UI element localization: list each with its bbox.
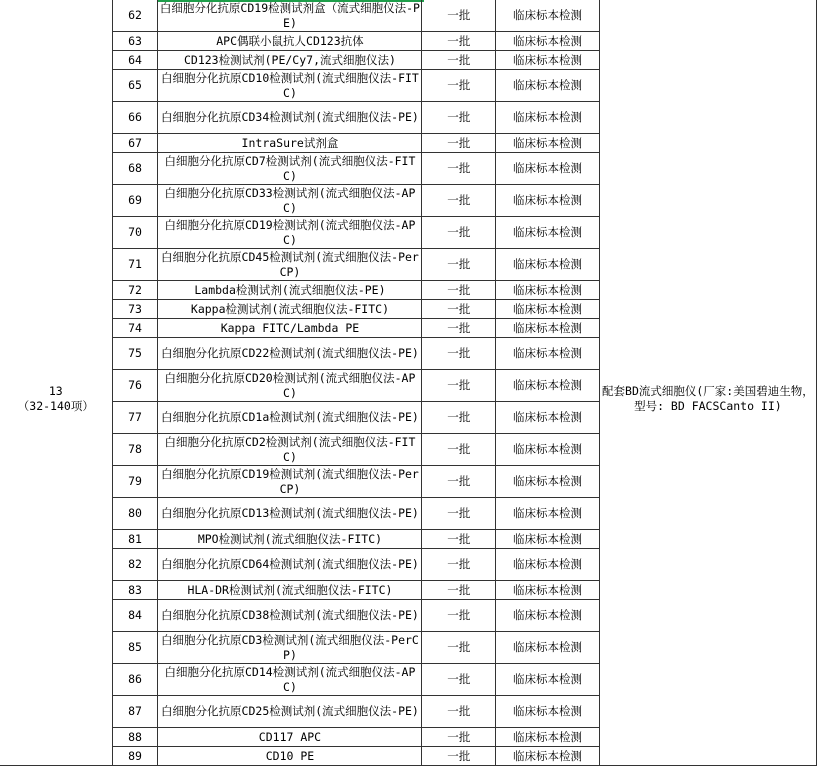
purpose-cell[interactable]: 临床标本检测 <box>496 664 600 696</box>
purpose-cell[interactable]: 临床标本检测 <box>496 70 600 102</box>
purpose-cell[interactable]: 临床标本检测 <box>496 581 600 600</box>
purpose-cell[interactable]: 临床标本检测 <box>496 696 600 728</box>
reagent-name-cell[interactable]: 白细胞分化抗原CD64检测试剂(流式细胞仪法-PE) <box>158 549 422 581</box>
row-number-cell[interactable]: 84 <box>112 600 158 632</box>
reagent-name-cell[interactable]: 白细胞分化抗原CD45检测试剂(流式细胞仪法-PerCP) <box>158 249 422 281</box>
quantity-cell[interactable]: 一批 <box>422 370 496 402</box>
reagent-name-cell[interactable]: 白细胞分化抗原CD19检测试剂(流式细胞仪法-APC) <box>158 217 422 249</box>
reagent-name-cell[interactable]: 白细胞分化抗原CD1a检测试剂(流式细胞仪法-PE) <box>158 402 422 434</box>
purpose-cell[interactable]: 临床标本检测 <box>496 217 600 249</box>
quantity-cell[interactable]: 一批 <box>422 0 496 32</box>
reagent-name-cell[interactable]: Lambda检测试剂(流式细胞仪法-PE) <box>158 281 422 300</box>
reagent-name-cell[interactable]: 白细胞分化抗原CD38检测试剂(流式细胞仪法-PE) <box>158 600 422 632</box>
purpose-cell[interactable]: 临床标本检测 <box>496 549 600 581</box>
row-number-cell[interactable]: 76 <box>112 370 158 402</box>
reagent-name-cell[interactable]: 白细胞分化抗原CD19检测试剂盒（流式细胞仪法-PE) <box>159 0 420 30</box>
quantity-cell[interactable]: 一批 <box>422 466 496 498</box>
reagent-name-cell[interactable]: APC偶联小鼠抗人CD123抗体 <box>158 32 422 51</box>
purpose-cell[interactable]: 临床标本检测 <box>496 434 600 466</box>
quantity-cell[interactable]: 一批 <box>422 32 496 51</box>
purpose-cell[interactable]: 临床标本检测 <box>496 51 600 70</box>
row-number-cell[interactable]: 72 <box>112 281 158 300</box>
row-number-cell[interactable]: 83 <box>112 581 158 600</box>
reagent-name-cell[interactable]: 白细胞分化抗原CD7检测试剂(流式细胞仪法-FITC) <box>158 153 422 185</box>
quantity-cell[interactable]: 一批 <box>422 319 496 338</box>
quantity-cell[interactable]: 一批 <box>422 300 496 319</box>
row-number-cell[interactable]: 66 <box>112 102 158 134</box>
row-number-cell[interactable]: 86 <box>112 664 158 696</box>
reagent-name-cell[interactable]: 白细胞分化抗原CD20检测试剂(流式细胞仪法-APC) <box>158 370 422 402</box>
reagent-name-cell[interactable]: CD117 APC <box>158 728 422 747</box>
row-number-cell[interactable]: 80 <box>112 498 158 530</box>
quantity-cell[interactable]: 一批 <box>422 281 496 300</box>
purpose-cell[interactable]: 临床标本检测 <box>496 728 600 747</box>
purpose-cell[interactable]: 临床标本检测 <box>496 530 600 549</box>
quantity-cell[interactable]: 一批 <box>422 153 496 185</box>
group-range: （32-140项） <box>17 398 94 413</box>
quantity-cell[interactable]: 一批 <box>422 664 496 696</box>
quantity-cell[interactable]: 一批 <box>422 530 496 549</box>
purpose-cell[interactable]: 临床标本检测 <box>496 281 600 300</box>
purpose-cell[interactable]: 临床标本检测 <box>496 300 600 319</box>
row-number-cell[interactable]: 78 <box>112 434 158 466</box>
row-number-cell[interactable]: 87 <box>112 696 158 728</box>
reagent-name-cell[interactable]: CD10 PE <box>158 747 422 766</box>
row-number-cell[interactable]: 88 <box>112 728 158 747</box>
quantity-cell[interactable]: 一批 <box>422 728 496 747</box>
row-number-cell[interactable]: 67 <box>112 134 158 153</box>
row-number-cell[interactable]: 71 <box>112 249 158 281</box>
quantity-cell[interactable]: 一批 <box>422 402 496 434</box>
row-number-cell[interactable]: 74 <box>112 319 158 338</box>
reagent-name-cell[interactable]: 白细胞分化抗原CD3检测试剂(流式细胞仪法-PerCP) <box>158 632 422 664</box>
reagent-name-cell[interactable]: HLA-DR检测试剂(流式细胞仪法-FITC) <box>158 581 422 600</box>
quantity-cell[interactable]: 一批 <box>422 249 496 281</box>
reagent-name-cell[interactable]: 白细胞分化抗原CD10检测试剂(流式细胞仪法-FITC) <box>158 70 422 102</box>
quantity-cell[interactable]: 一批 <box>422 549 496 581</box>
quantity-cell[interactable]: 一批 <box>422 434 496 466</box>
row-number-cell[interactable]: 64 <box>112 51 158 70</box>
reagent-name-cell[interactable]: 白细胞分化抗原CD19检测试剂(流式细胞仪法-PerCP) <box>158 466 422 498</box>
quantity-cell[interactable]: 一批 <box>422 747 496 766</box>
purpose-cell[interactable]: 临床标本检测 <box>496 747 600 766</box>
row-number-cell[interactable]: 77 <box>112 402 158 434</box>
reagent-name-cell[interactable]: 白细胞分化抗原CD14检测试剂(流式细胞仪法-APC) <box>158 664 422 696</box>
quantity-cell[interactable]: 一批 <box>422 185 496 217</box>
purpose-cell[interactable]: 临床标本检测 <box>496 466 600 498</box>
reagent-name-cell[interactable]: Kappa FITC/Lambda PE <box>158 319 422 338</box>
purpose-cell[interactable]: 临床标本检测 <box>496 632 600 664</box>
quantity-cell[interactable]: 一批 <box>422 632 496 664</box>
group-number-cell[interactable] <box>0 0 112 766</box>
reagent-name-cell[interactable]: 白细胞分化抗原CD33检测试剂(流式细胞仪法-APC) <box>158 185 422 217</box>
reagent-name-cell[interactable]: IntraSure试剂盒 <box>158 134 422 153</box>
reagent-name-cell[interactable]: MPO检测试剂(流式细胞仪法-FITC) <box>158 530 422 549</box>
row-number-cell[interactable]: 82 <box>112 549 158 581</box>
row-number-cell[interactable]: 69 <box>112 185 158 217</box>
row-number-cell[interactable]: 85 <box>112 632 158 664</box>
reagent-name-cell[interactable]: 白细胞分化抗原CD25检测试剂(流式细胞仪法-PE) <box>158 696 422 728</box>
row-number-cell[interactable]: 89 <box>112 747 158 766</box>
row-number-cell[interactable]: 75 <box>112 338 158 370</box>
table-row <box>0 0 817 32</box>
equipment-note-cell[interactable]: 配套BD流式细胞仪(厂家:美国碧迪生物，型号: BD FACSCanto II) <box>599 0 816 766</box>
row-number-cell[interactable]: 68 <box>112 153 158 185</box>
reagent-name-cell[interactable]: CD123检测试剂(PE/Cy7,流式细胞仪法) <box>158 51 422 70</box>
quantity-cell[interactable]: 一批 <box>422 581 496 600</box>
reagent-name-cell[interactable]: 白细胞分化抗原CD22检测试剂(流式细胞仪法-PE) <box>158 338 422 370</box>
row-number-cell[interactable]: 79 <box>112 466 158 498</box>
purpose-cell[interactable]: 临床标本检测 <box>496 0 600 32</box>
row-number-cell[interactable]: 73 <box>112 300 158 319</box>
purpose-cell[interactable]: 临床标本检测 <box>496 249 600 281</box>
purpose-cell[interactable]: 临床标本检测 <box>496 600 600 632</box>
quantity-cell[interactable]: 一批 <box>422 102 496 134</box>
reagent-name-cell[interactable]: 白细胞分化抗原CD34检测试剂(流式细胞仪法-PE) <box>158 102 422 134</box>
quantity-cell[interactable]: 一批 <box>422 498 496 530</box>
purpose-cell[interactable]: 临床标本检测 <box>496 32 600 51</box>
quantity-cell[interactable]: 一批 <box>422 696 496 728</box>
quantity-cell[interactable]: 一批 <box>422 134 496 153</box>
purpose-cell[interactable]: 临床标本检测 <box>496 102 600 134</box>
purpose-cell[interactable]: 临床标本检测 <box>496 498 600 530</box>
purpose-cell[interactable]: 临床标本检测 <box>496 134 600 153</box>
purpose-cell[interactable]: 临床标本检测 <box>496 185 600 217</box>
quantity-cell[interactable]: 一批 <box>422 338 496 370</box>
row-number-cell[interactable]: 70 <box>112 217 158 249</box>
quantity-cell[interactable]: 一批 <box>422 51 496 70</box>
purpose-cell[interactable]: 临床标本检测 <box>496 370 600 402</box>
quantity-cell[interactable]: 一批 <box>422 217 496 249</box>
row-number-cell[interactable]: 63 <box>112 32 158 51</box>
purpose-cell[interactable]: 临床标本检测 <box>496 402 600 434</box>
reagent-name-cell[interactable]: Kappa检测试剂(流式细胞仪法-FITC) <box>158 300 422 319</box>
group-number: 13 <box>48 383 63 398</box>
row-number-cell[interactable]: 65 <box>112 70 158 102</box>
row-number-cell[interactable]: 62 <box>112 0 158 32</box>
reagent-name-cell[interactable]: 白细胞分化抗原CD13检测试剂(流式细胞仪法-PE) <box>158 498 422 530</box>
reagent-name-cell[interactable]: 白细胞分化抗原CD2检测试剂(流式细胞仪法-FITC) <box>158 434 422 466</box>
purpose-cell[interactable]: 临床标本检测 <box>496 153 600 185</box>
purpose-cell[interactable]: 临床标本检测 <box>496 319 600 338</box>
purpose-cell[interactable]: 临床标本检测 <box>496 338 600 370</box>
row-number-cell[interactable]: 81 <box>112 530 158 549</box>
quantity-cell[interactable]: 一批 <box>422 70 496 102</box>
quantity-cell[interactable]: 一批 <box>422 600 496 632</box>
